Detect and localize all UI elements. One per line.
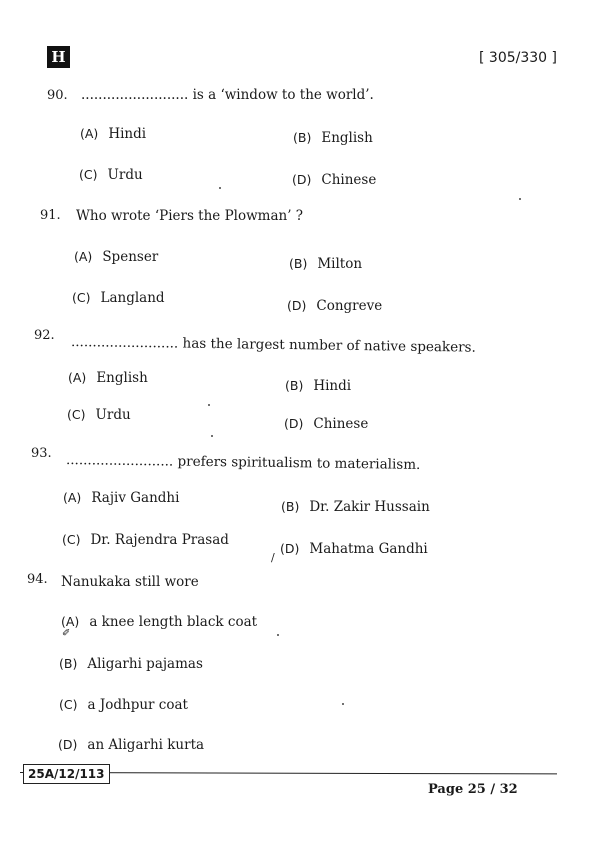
option-b — [285, 378, 351, 394]
option-d — [292, 172, 376, 188]
option-b — [59, 656, 203, 672]
option-text: Mahatma Gandhi — [309, 541, 428, 557]
question-text: ......................... prefers spiritualism to materialism. — [65, 452, 421, 473]
option-b — [289, 256, 362, 272]
option-c — [67, 407, 131, 423]
option-text: Hindi — [108, 126, 147, 142]
option-a — [68, 370, 148, 386]
option-text: Urdu — [107, 167, 143, 183]
option-d — [58, 737, 204, 753]
option-label: (B) — [289, 256, 308, 271]
option-label: (D) — [292, 172, 312, 187]
option-text: Aligarhi pajamas — [87, 656, 203, 672]
option-label: (A) — [68, 370, 87, 385]
scan-speck — [342, 703, 344, 705]
option-label: (C) — [59, 697, 78, 712]
scan-speck — [519, 198, 521, 200]
option-text: Dr. Rajendra Prasad — [90, 532, 229, 548]
option-a — [74, 249, 158, 265]
page-number: Page 25 / 32 — [428, 782, 518, 797]
option-text: Chinese — [321, 172, 377, 188]
option-text: Rajiv Gandhi — [91, 490, 180, 506]
option-text: an Aligarhi kurta — [87, 737, 205, 753]
option-text: Langland — [100, 290, 165, 306]
option-label: (C) — [67, 407, 86, 422]
question-text: ......................... is a ‘window to the world’. — [81, 87, 374, 103]
question-text: Nanukaka still wore — [61, 574, 199, 590]
scan-speck — [277, 634, 279, 636]
option-text: Hindi — [313, 378, 352, 394]
option-label: (A) — [63, 490, 82, 505]
option-a — [61, 614, 257, 630]
paper-set-badge: H — [47, 46, 70, 68]
option-text: Spenser — [102, 249, 159, 265]
option-text: Dr. Zakir Hussain — [309, 499, 430, 515]
question-number: 92. — [34, 328, 55, 343]
option-d — [287, 298, 382, 314]
paper-code: [ 305/330 ] — [479, 50, 557, 66]
option-label: (A) — [80, 126, 99, 141]
scan-speck — [219, 187, 221, 189]
scan-speck — [208, 404, 210, 406]
option-label: (A) — [74, 249, 93, 264]
option-text: English — [96, 370, 148, 386]
option-c — [79, 167, 143, 183]
option-text: Milton — [317, 256, 363, 272]
option-text: Chinese — [313, 416, 369, 432]
option-b — [293, 130, 373, 146]
option-text: Congreve — [316, 298, 383, 314]
option-label: (D) — [284, 416, 304, 431]
question-text: ......................... has the largest number of native speakers. — [70, 334, 476, 356]
pen-mark: ✐ — [62, 628, 71, 639]
option-text: English — [321, 130, 373, 146]
option-label: (B) — [281, 499, 300, 514]
option-c — [62, 532, 229, 548]
pen-tick-mark: / — [271, 551, 275, 564]
option-label: (C) — [72, 290, 91, 305]
question-text: Who wrote ‘Piers the Plowman’ ? — [76, 208, 304, 224]
option-label: (C) — [62, 532, 81, 547]
option-label: (D) — [280, 541, 300, 556]
option-c — [72, 290, 165, 306]
option-a — [80, 126, 146, 142]
option-label: (A) — [61, 614, 80, 629]
option-label: (B) — [59, 656, 78, 671]
option-label: (D) — [58, 737, 78, 752]
option-b — [281, 499, 430, 515]
option-d — [280, 541, 428, 557]
question-number: 90. — [47, 88, 68, 103]
footer-code-box: 25A/12/113 — [23, 764, 110, 784]
option-label: (D) — [287, 298, 307, 313]
option-text: a knee length black coat — [89, 614, 258, 630]
option-c — [59, 697, 188, 713]
option-label: (B) — [293, 130, 312, 145]
option-text: Urdu — [95, 407, 131, 423]
question-number: 93. — [31, 446, 52, 461]
question-number: 91. — [40, 208, 61, 223]
option-label: (C) — [79, 167, 98, 182]
option-label: (B) — [285, 378, 304, 393]
option-text: a Jodhpur coat — [87, 697, 188, 713]
option-d — [284, 416, 368, 432]
scan-speck — [211, 435, 213, 437]
question-number: 94. — [27, 572, 48, 587]
option-a — [63, 490, 179, 506]
